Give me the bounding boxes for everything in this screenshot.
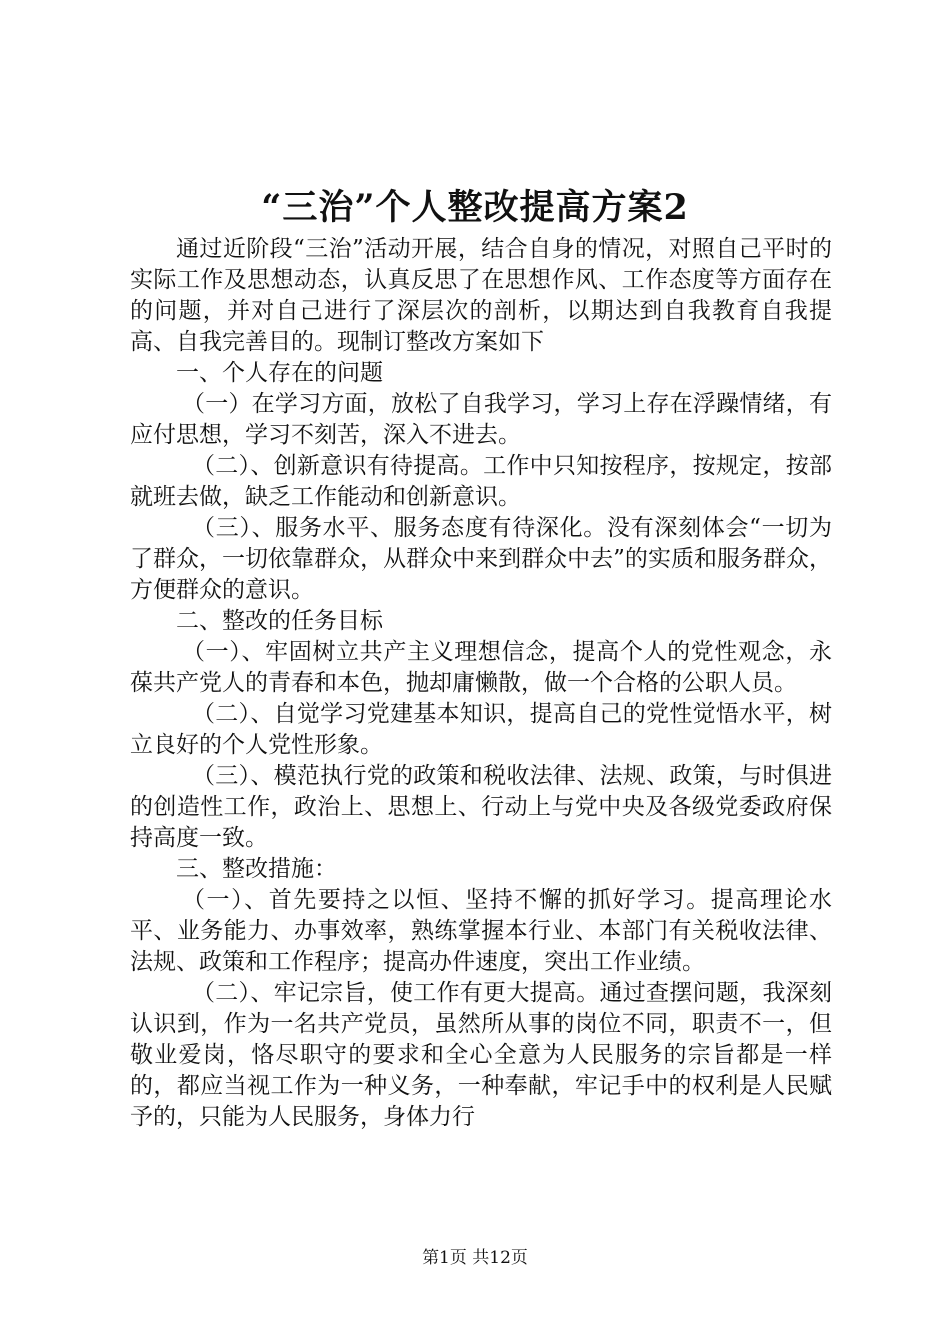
paragraph: （二）、自觉学习党建基本知识，提高自己的党性觉悟水平，树立良好的个人党性形象。 [130, 701, 832, 758]
section-heading: 一、个人存在的问题 [176, 360, 383, 386]
document-title: “三治”个人整改提高方案2 [261, 187, 689, 228]
paragraph: （一）在学习方面，放松了自我学习，学习上存在浮躁情绪，有应付思想，学习不刻苦，深入不进去。 [130, 391, 832, 448]
paragraph-intro: 通过近阶段“三治”活动开展，结合自身的情况，对照自己平时的实际工作及思想动态，认真反思了在思想作风、工作态度等方面存在的问题，并对自己进行了深层次的剖析，以期达到自我教育自我提高、自我完善目的。现制订整改方案如下 [130, 236, 832, 355]
paragraph: （三）、模范执行党的政策和税收法律、法规、政策，与时俱进的创造性工作，政治上、思想上、行动上与党中央及各级党委政府保持高度一致。 [130, 763, 832, 851]
page-number: 第1页 共12页 [422, 1248, 528, 1268]
document-body [130, 234, 832, 1133]
paragraph: （二）、牢记宗旨，使工作有更大提高。通过查摆问题，我深刻认识到，作为一名共产党员，虽然所从事的岗位不同，职责不一，但敬业爱岗，恪尽职守的要求和全心全意为人民服务的宗旨都是一样的，都应当视工作为一种义务，一种奉献，牢记手中的权利是人民赋予的，只能为人民服务，身体力行 [130, 980, 832, 1130]
paragraph: （一）、牢固树立共产主义理想信念，提高个人的党性观念，永葆共产党人的青春和本色，抛却庸懒散，做一个合格的公职人员。 [130, 639, 832, 696]
paragraph: （二）、创新意识有待提高。工作中只知按程序，按规定，按部就班去做，缺乏工作能动和创新意识。 [130, 453, 832, 510]
paragraph: （一）、首先要持之以恒、坚持不懈的抓好学习。提高理论水平、业务能力、办事效率，熟练掌握本行业、本部门有关税收法律、法规、政策和工作程序；提高办件速度，突出工作业绩。 [130, 887, 832, 975]
section-heading: 三、整改措施： [176, 856, 337, 882]
paragraph: （三）、服务水平、服务态度有待深化。没有深刻体会“一切为了群众，一切依靠群众，从群众中来到群众中去”的实质和服务群众，方便群众的意识。 [130, 515, 832, 603]
section-heading: 二、整改的任务目标 [176, 608, 383, 634]
